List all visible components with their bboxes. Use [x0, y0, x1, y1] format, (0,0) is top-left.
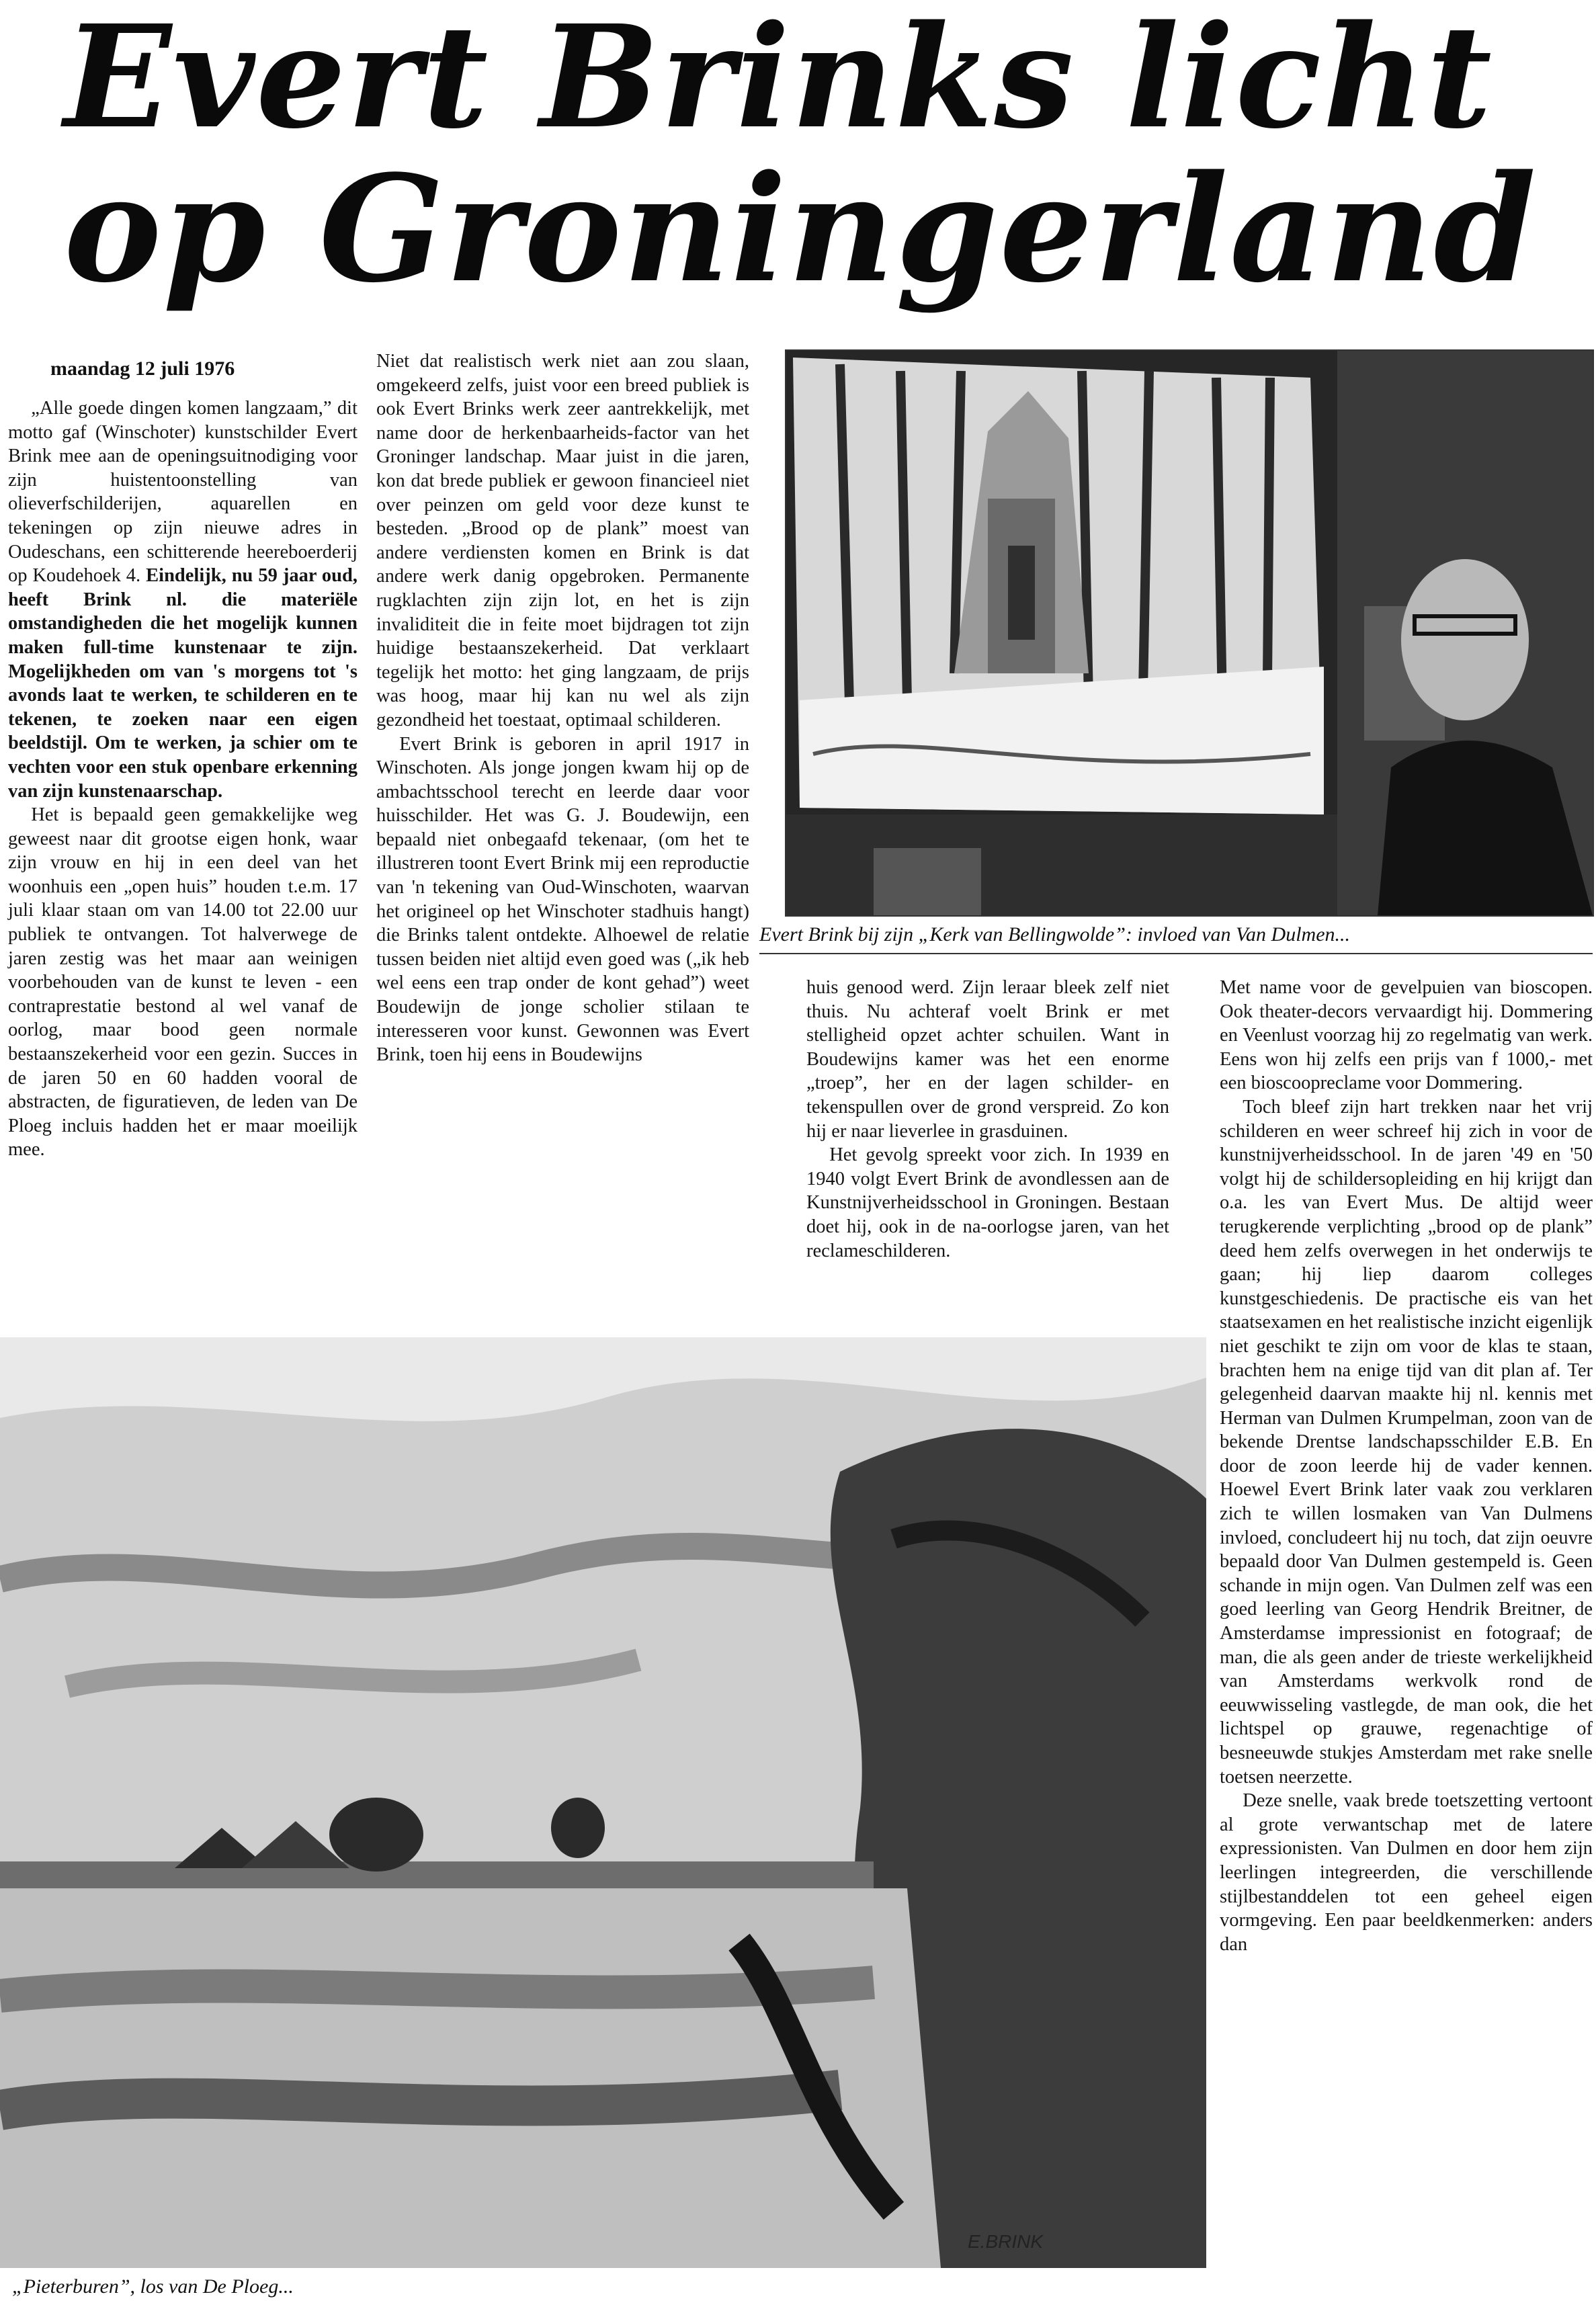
col2-paragraph-1: Niet dat realistisch werk niet aan zou slaan, omgekeerd zelfs, juist voor een breed publiek is ook Evert Brinks werk zeer aantrekkelijk, met name door de herkenbaarheids-factor van het Groninger landschap. Maar juist in die jaren, kon dat brede publiek er gewoon financieel niet over peinzen om geld voor deze kunst te besteden. „Brood op de plank” moest van andere verdiensten komen en Brink is dat andere werk danig opgebroken. Permanente rugklachten zijn zijn lot, en het is zijn invaliditeit die in feite moet bijdragen tot zijn huidige bestaanszekerheid. Dat verklaart tegelijk het motto: het ging langzaam, de prijs was hoog, maar hij kan nu wel als zijn gezondheid het toestaat, optimaal schilderen.	[376, 351, 749, 730]
painting-signature: E.BRINK	[968, 2231, 1044, 2252]
caption-divider	[759, 953, 1593, 954]
col3-paragraph-1: huis genood werd. Zijn leraar bleek zelf niet thuis. Nu achteraf voelt Brink er met stelligheid opzet achter schuilen. Want in Boudewijns kamer was het een enorme „troep”, her en der lagen schilder- en tekenspullen over de grond verspreid. Zo kon hij er naar lieverlee in grasduinen.	[806, 977, 1169, 1142]
article-column-3	[806, 976, 1169, 1312]
col1-paragraph-1-bold: Eindelijk, nu 59 jaar oud, heeft Brink nl. die materiële omstandigheden die het mogelijk kunnen maken full-time kunstenaar te zijn. Mogelijkheden om van 's morgens tot 's avonds laat te werken, te schilderen en te tekenen, te zoeken naar een eigen beeldstijl. Om te werken, ja schier om te vechten voor een stuk openbare erkenning van zijn kunstenaarschap.	[8, 565, 358, 802]
painting-pieterburen	[0, 1337, 1206, 2268]
col1-paragraph-1: „Alle goede dingen komen langzaam,” dit motto gaf (Winschoter) kunstschilder Evert Brink mee aan de openingsuitnodiging voor zijn huistentoonstelling van olieverfschilderijen, aquarellen en tekeningen op zijn nieuwe adres in Oudeschans, een schitterende heereboerderij op Koudehoek 4.	[8, 398, 358, 587]
col1-paragraph-2: Het is bepaald geen gemakkelijke weg geweest naar dit grootse eigen honk, waar zijn vrouw en hij in een deel van het woonhuis een „open huis” houden t.e.m. 17 juli klaar staan om van 14.00 tot 22.00 uur publiek te ontvangen. Tot halverwege de jaren zestig was het maar aan weinigen voorbehouden van de kunst te leven - een contraprestatie bestond al wel vanaf de oorlog, maar bood geen normale bestaanszekerheid voor een gezin. Succes in de jaren 50 en 60 hadden vooral de abstracten, de figuratieven, de leden van De Ploeg incluis hadden het er maar moeilijk mee.	[8, 804, 358, 1161]
col3-paragraph-2: Het gevolg spreekt voor zich. In 1939 en 1940 volgt Evert Brink de avondlessen aan de Kunstnijverheidsschool in Groningen. Bestaan doet hij, ook in de na-oorlogse jaren, van het reclameschilderen.	[806, 1144, 1169, 1261]
article-column-2	[376, 349, 749, 1304]
article-column-1	[8, 396, 358, 1364]
photo-top-caption: Evert Brink bij zijn „Kerk van Bellingwolde”: invloed van Van Dulmen...	[759, 923, 1351, 946]
painting-caption: „Pieterburen”, los van De Ploeg...	[12, 2275, 294, 2298]
headline-line-2: op Groningerland	[64, 143, 1538, 315]
headline-line-1: Evert Brinks licht	[64, 0, 1493, 160]
col4-paragraph-2: Toch bleef zijn hart trekken naar het vrij schilderen en weer schreef hij zich in voor de kunstnijverheidsschool. In de jaren '49 en '50 volgt hij de schildersopleiding en hij krijgt dan o.a. les van Evert Mus. De altijd weer terugkerende verplichting „brood op de plank” deed hem zelfs overwegen in het onderwijs te gaan; hij liep daarom colleges kunstgeschiedenis. De practische eis van het staatsexamen en het realistische inzicht eigenlijk niet geschikt te zijn om voor de klas te staan, brachten hem na enige tijd van dit plan af. Ter gelegenheid daarvan maakte hij nl. kennis met Herman van Dulmen Krumpelman, zoon van de bekende Drentse landschapsschilder E.B. En door de zoon leerde hij de vader kennen. Hoewel Evert Brink later vaak zou verklaren zich te willen losmaken van Van Dulmens invloed, concludeert hij nu toch, dat zijn oeuvre bepaald door Van Dulmen gestempeld is. Geen schande in mijn ogen. Van Dulmen zelf was een goed leerling van Georg Hendrik Breitner, de Amsterdamse impressionist en fotograaf; de man, die als geen ander de trieste werkelijkheid van Amsterdams werkvolk rond de eeuwwisseling vastlegde, de man ook, die het lichtspel op grauwe, regenachtige of besneeuwde stukjes Amsterdam met rake snelle toetsen neerzette.	[1220, 1096, 1593, 1788]
dateline: maandag 12 juli 1976	[50, 358, 235, 380]
article-column-4	[1220, 976, 1593, 2303]
col4-paragraph-3: Deze snelle, vaak brede toetszetting vertoont al grote verwantschap met de latere expressionisten. Van Dulmen en door hem zijn leerlingen integreerden, die verschillende stijlbestanddelen tot een geheel eigen vormgeving. Een paar beeldkenmerken: anders dan	[1220, 1790, 1593, 1955]
col4-paragraph-1: Met name voor de gevelpuien van bioscopen. Ook theater-decors vervaardigt hij. Dommering en Veenlust voorzag hij zo regelmatig van werk. Eens won hij zelfs een prijs van f 1000,- met een bioscoopreclame voor Dommering.	[1220, 977, 1593, 1094]
photo-artist-with-painting	[785, 349, 1594, 917]
col2-paragraph-2: Evert Brink is geboren in april 1917 in Winschoten. Als jonge jongen kwam hij op de ambachtsschool terecht en leerde daar voor huisschilder. Het was G. J. Boudewijn, een bepaald niet onbegaafd tekenaar, (om het te illustreren toont Evert Brink mij een reproductie van 'n tekening van Oud-Winschoten, waarvan het origineel op het Winschoter stadhuis hangt) die Brinks talent ontdekte. Alhoewel de relatie tussen beiden niet altijd even goed was („ik heb wel eens een trap onder de kont gehad”) weet Boudewijn de jonge scholier stilaan te interesseren voor kunst. Gewonnen was Evert Brink, toen hij eens in Boudewijns	[376, 733, 749, 1066]
